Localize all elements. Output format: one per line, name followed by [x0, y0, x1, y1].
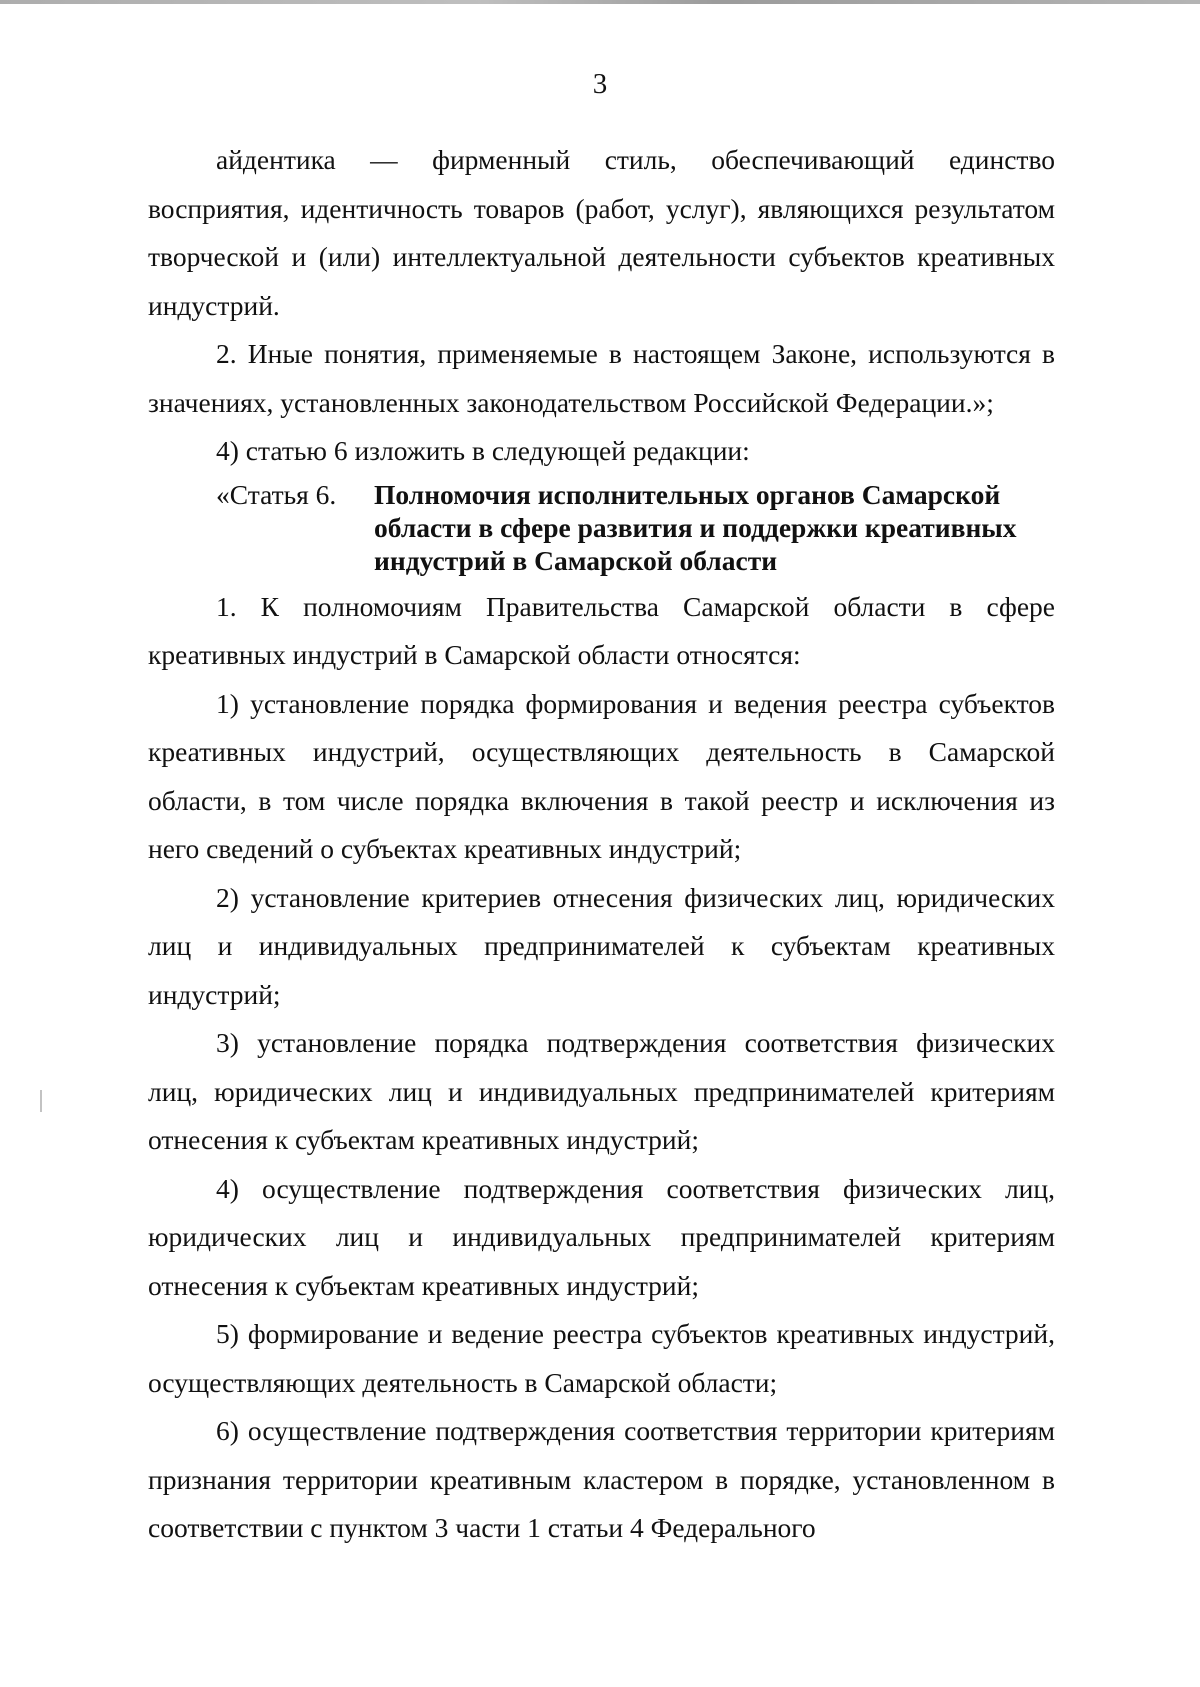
paragraph-amend-article-6: 4) статью 6 изложить в следующей редакции:: [216, 435, 750, 466]
page-number: 3: [592, 68, 608, 100]
list-item-3: 3) установление порядка подтверждения соответствия физических лиц, юридических лиц и индивидуальных предпринимателей критериям отнесения к субъектам креативных индустрий;: [148, 1027, 1055, 1155]
list-item-6: 6) осуществление подтверждения соответствия территории критериям признания территории креативным кластером в порядке, установленном в соответствии с пунктом 3 части 1 статьи 4 Федерального: [148, 1415, 1055, 1543]
paragraph-other-concepts: 2. Иные понятия, применяемые в настоящем Законе, используются в значениях, установленных законодательством Российской Федерации.»;: [148, 338, 1055, 418]
paragraph-identity-definition: айдентика — фирменный стиль, обеспечивающий единство восприятия, идентичность товаров (работ, услуг), являющихся результатом творческой и (или) интеллектуальной деятельности субъектов креативных индустрий.: [148, 144, 1055, 321]
list-item-4: 4) осуществление подтверждения соответствия физических лиц, юридических лиц и индивидуальных предпринимателей критериям отнесения к субъектам креативных индустрий;: [148, 1172, 1055, 1301]
article-label: «Статья 6.: [216, 478, 337, 510]
paragraph-powers-intro: 1. К полномочиям Правительства Самарской области в сфере креативных индустрий в Самарской области относятся:: [148, 590, 1055, 670]
list-item-1: 1) установление порядка формирования и ведения реестра субъектов креативных индустрий, осуществляющих деятельность в Самарской области, в том числе порядка включения в такой реестр и исключения из него сведений о субъектах креативных индустрий;: [148, 687, 1055, 864]
list-item-2: 2) установление критериев отнесения физических лиц, юридических лиц и индивидуальных предпринимателей к субъектам креативных индустрий;: [148, 881, 1055, 1010]
scan-top-edge: [0, 0, 1200, 4]
scan-margin-mark: [40, 1090, 42, 1112]
list-item-5: 5) формирование и ведение реестра субъектов креативных индустрий, осуществляющих деятельность в Самарской области;: [148, 1318, 1055, 1398]
document-body: [148, 136, 1055, 1553]
article-heading: [216, 476, 1055, 583]
article-title: Полномочия исполнительных органов Самарской области в сфере развития и поддержки креативных индустрий в Самарской области: [374, 478, 1017, 576]
